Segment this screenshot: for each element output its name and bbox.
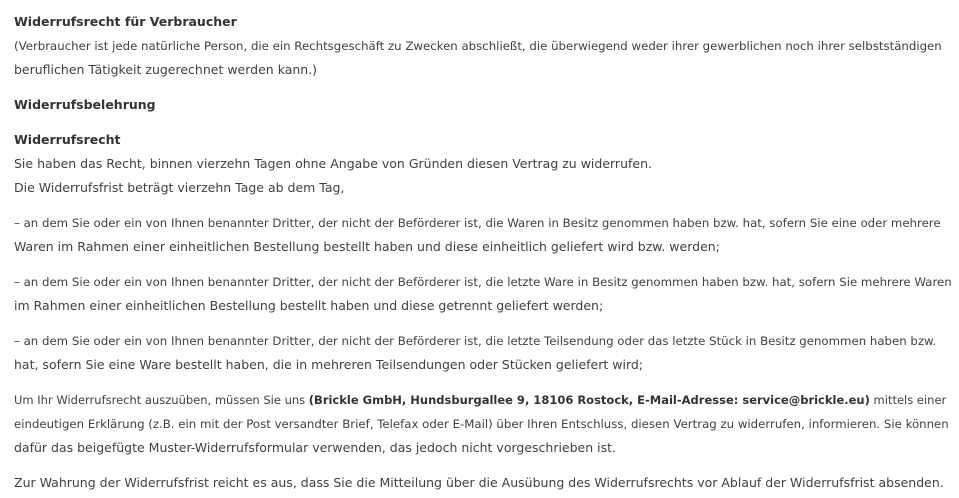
heading-withdrawal-right: Widerrufsrecht [14,132,121,147]
exercise-line-2: eindeutigen Erklärung (z.B. ein mit der Post versandter Brief, Telefax oder E-Mail) über Ihren Entschluss, diesen Vertrag zu widerrufen, informieren. Sie können [14,417,949,431]
exercise-line-1 [14,391,946,409]
condition-2-line-1: – an dem Sie oder ein von Ihnen benannter Dritter, der nicht der Beförderer ist, die letzte Ware in Besitz genommen haben bzw. hat, sofern Sie mehrere Waren [14,275,952,289]
right-intro-line-1: Sie haben das Recht, binnen vierzehn Tagen ohne Angabe von Gründen diesen Vertrag zu widerrufen. [14,156,652,171]
condition-1-line-1: – an dem Sie oder ein von Ihnen benannter Dritter, der nicht der Beförderer ist, die Waren in Besitz genommen haben bzw. hat, sofern Sie eine oder mehrere [14,216,941,230]
consumer-definition-line-1: (Verbraucher ist jede natürliche Person, die ein Rechtsgeschäft zu Zwecken abschließt, die überwiegend weder ihrer gewerblichen noch ihrer selbstständigen [14,39,942,53]
heading-consumer-right: Widerrufsrecht für Verbraucher [14,14,237,29]
condition-2-line-2: im Rahmen einer einheitlichen Bestellung bestellt haben und diese getrennt geliefert werden; [14,298,604,313]
right-intro-line-2: Die Widerrufsfrist beträgt vierzehn Tage ab dem Tag, [14,180,345,195]
condition-3-line-1: – an dem Sie oder ein von Ihnen benannter Dritter, der nicht der Beförderer ist, die letzte Teilsendung oder das letzte Stück in Besitz genommen haben bzw. [14,334,937,348]
exercise-line-3: dafür das beigefügte Muster-Widerrufsformular verwenden, das jedoch nicht vorgeschrieben ist. [14,440,616,455]
deadline-note: Zur Wahrung der Widerrufsfrist reicht es aus, dass Sie die Mitteilung über die Ausübung des Widerrufsrechts vor Ablauf der Widerrufsfrist absenden. [14,475,944,490]
exercise-prefix: Um Ihr Widerrufsrecht auszuüben, müssen Sie uns [14,393,309,407]
condition-3-line-2: hat, sofern Sie eine Ware bestellt haben, die in mehreren Teilsendungen oder Stücken geliefert wird; [14,357,644,372]
condition-1-line-2: Waren im Rahmen einer einheitlichen Bestellung bestellt haben und diese einheitlich geliefert wird bzw. werden; [14,239,720,254]
heading-withdrawal-instruction: Widerrufsbelehrung [14,97,156,112]
exercise-suffix: mittels einer [869,393,947,407]
company-contact: (Brickle GmbH, Hundsburgallee 9, 18106 Rostock, E-Mail-Adresse: service@brickle.eu) [308,393,870,407]
consumer-definition-line-2: beruflichen Tätigkeit zugerechnet werden kann.) [14,62,318,77]
